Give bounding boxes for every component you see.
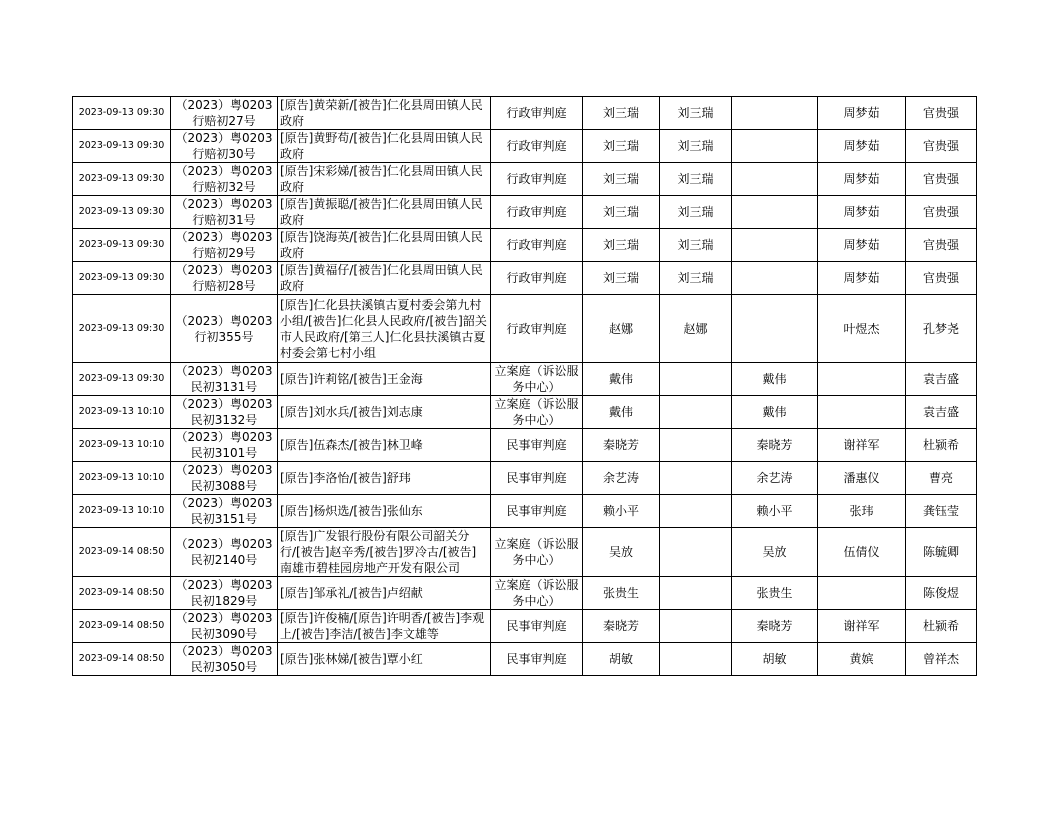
parties-cell: [原告]黄振聪/[被告]仁化县周田镇人民政府 <box>278 196 491 229</box>
clerk-cell: 袁吉盛 <box>906 396 977 429</box>
parties-cell: [原告]杨炽选/[被告]张仙东 <box>278 495 491 528</box>
presiding-judge-cell: 刘三瑞 <box>660 229 732 262</box>
courtroom-cell: 行政审判庭 <box>491 229 583 262</box>
table-row <box>73 610 977 643</box>
case-number-cell: （2023）粤0203行赔初32号 <box>171 163 278 196</box>
hearing-time-cell: 2023-09-13 09:30 <box>73 295 171 363</box>
courtroom-cell: 行政审判庭 <box>491 196 583 229</box>
table-body <box>73 97 977 676</box>
parties-cell: [原告]宋彩娣/[被告]仁化县周田镇人民政府 <box>278 163 491 196</box>
presiding-judge-cell <box>660 577 732 610</box>
table-row <box>73 577 977 610</box>
hearing-time-cell: 2023-09-14 08:50 <box>73 577 171 610</box>
juror-cell <box>818 396 906 429</box>
hearing-time-cell: 2023-09-13 09:30 <box>73 97 171 130</box>
case-number-cell: （2023）粤0203行赔初27号 <box>171 97 278 130</box>
clerk-cell: 官贵强 <box>906 163 977 196</box>
juror-cell: 周梦茹 <box>818 196 906 229</box>
presiding-judge-cell <box>660 363 732 396</box>
judge-cell: 刘三瑞 <box>583 130 660 163</box>
hearing-time-cell: 2023-09-13 09:30 <box>73 196 171 229</box>
case-number-cell: （2023）粤0203民初3131号 <box>171 363 278 396</box>
judge-cell: 赵娜 <box>583 295 660 363</box>
case-number-cell: （2023）粤0203民初3132号 <box>171 396 278 429</box>
clerk-cell: 官贵强 <box>906 130 977 163</box>
table-row <box>73 462 977 495</box>
hearing-time-cell: 2023-09-13 10:10 <box>73 462 171 495</box>
parties-cell: [原告]饶海英/[被告]仁化县周田镇人民政府 <box>278 229 491 262</box>
case-number-cell: （2023）粤0203民初3050号 <box>171 643 278 676</box>
case-number-cell: （2023）粤0203行赔初30号 <box>171 130 278 163</box>
undertaking-judge-cell: 戴伟 <box>732 396 818 429</box>
presiding-judge-cell: 刘三瑞 <box>660 163 732 196</box>
hearing-time-cell: 2023-09-13 09:30 <box>73 130 171 163</box>
table-row <box>73 643 977 676</box>
courtroom-cell: 民事审判庭 <box>491 462 583 495</box>
judge-cell: 秦晓芳 <box>583 610 660 643</box>
table-row <box>73 363 977 396</box>
parties-cell: [原告]伍森杰/[被告]林卫峰 <box>278 429 491 462</box>
hearing-time-cell: 2023-09-14 08:50 <box>73 643 171 676</box>
hearing-schedule-table <box>72 96 977 676</box>
hearing-time-cell: 2023-09-13 10:10 <box>73 396 171 429</box>
presiding-judge-cell <box>660 528 732 577</box>
parties-cell: [原告]李洛怡/[被告]舒玮 <box>278 462 491 495</box>
clerk-cell: 官贵强 <box>906 262 977 295</box>
juror-cell: 谢祥军 <box>818 429 906 462</box>
parties-cell: [原告]许莉铭/[被告]王金海 <box>278 363 491 396</box>
parties-cell: [原告]刘水兵/[被告]刘志康 <box>278 396 491 429</box>
judge-cell: 吴放 <box>583 528 660 577</box>
table-row <box>73 295 977 363</box>
case-number-cell: （2023）粤0203民初3088号 <box>171 462 278 495</box>
juror-cell: 周梦茹 <box>818 163 906 196</box>
hearing-time-cell: 2023-09-13 10:10 <box>73 495 171 528</box>
clerk-cell: 曹亮 <box>906 462 977 495</box>
table-row <box>73 163 977 196</box>
case-number-cell: （2023）粤0203行赔初29号 <box>171 229 278 262</box>
parties-cell: [原告]广发银行股份有限公司韶关分行/[被告]赵辛秀/[被告]罗冷古/[被告]南雄市碧桂园房地产开发有限公司 <box>278 528 491 577</box>
presiding-judge-cell <box>660 495 732 528</box>
undertaking-judge-cell <box>732 97 818 130</box>
juror-cell: 周梦茹 <box>818 97 906 130</box>
undertaking-judge-cell <box>732 196 818 229</box>
clerk-cell: 曾祥杰 <box>906 643 977 676</box>
clerk-cell: 陈俊煜 <box>906 577 977 610</box>
courtroom-cell: 行政审判庭 <box>491 295 583 363</box>
undertaking-judge-cell: 余艺涛 <box>732 462 818 495</box>
juror-cell: 周梦茹 <box>818 262 906 295</box>
table-row <box>73 396 977 429</box>
courtroom-cell: 行政审判庭 <box>491 262 583 295</box>
juror-cell: 张玮 <box>818 495 906 528</box>
table-row <box>73 97 977 130</box>
presiding-judge-cell <box>660 643 732 676</box>
parties-cell: [原告]黄野苟/[被告]仁化县周田镇人民政府 <box>278 130 491 163</box>
parties-cell: [原告]张林娣/[被告]覃小红 <box>278 643 491 676</box>
courtroom-cell: 立案庭（诉讼服务中心） <box>491 577 583 610</box>
juror-cell: 黄嫔 <box>818 643 906 676</box>
presiding-judge-cell: 赵娜 <box>660 295 732 363</box>
undertaking-judge-cell: 秦晓芳 <box>732 429 818 462</box>
judge-cell: 刘三瑞 <box>583 229 660 262</box>
courtroom-cell: 民事审判庭 <box>491 643 583 676</box>
table-row <box>73 495 977 528</box>
case-number-cell: （2023）粤0203民初2140号 <box>171 528 278 577</box>
hearing-time-cell: 2023-09-13 09:30 <box>73 363 171 396</box>
parties-cell: [原告]许俊楠/[原告]许明香/[被告]李观上/[被告]李洁/[被告]李文雄等 <box>278 610 491 643</box>
hearing-time-cell: 2023-09-13 10:10 <box>73 429 171 462</box>
table-row <box>73 130 977 163</box>
hearing-time-cell: 2023-09-13 09:30 <box>73 229 171 262</box>
judge-cell: 刘三瑞 <box>583 163 660 196</box>
presiding-judge-cell <box>660 396 732 429</box>
undertaking-judge-cell <box>732 262 818 295</box>
undertaking-judge-cell <box>732 295 818 363</box>
clerk-cell: 官贵强 <box>906 97 977 130</box>
judge-cell: 赖小平 <box>583 495 660 528</box>
undertaking-judge-cell: 秦晓芳 <box>732 610 818 643</box>
parties-cell: [原告]黄荣新/[被告]仁化县周田镇人民政府 <box>278 97 491 130</box>
case-number-cell: （2023）粤0203行赔初31号 <box>171 196 278 229</box>
juror-cell: 叶煜杰 <box>818 295 906 363</box>
case-number-cell: （2023）粤0203行赔初28号 <box>171 262 278 295</box>
hearing-time-cell: 2023-09-14 08:50 <box>73 610 171 643</box>
judge-cell: 刘三瑞 <box>583 262 660 295</box>
clerk-cell: 杜颍希 <box>906 610 977 643</box>
undertaking-judge-cell: 赖小平 <box>732 495 818 528</box>
judge-cell: 刘三瑞 <box>583 196 660 229</box>
presiding-judge-cell: 刘三瑞 <box>660 262 732 295</box>
table-row <box>73 528 977 577</box>
judge-cell: 胡敏 <box>583 643 660 676</box>
parties-cell: [原告]黄福仔/[被告]仁化县周田镇人民政府 <box>278 262 491 295</box>
juror-cell <box>818 577 906 610</box>
courtroom-cell: 行政审判庭 <box>491 130 583 163</box>
courtroom-cell: 行政审判庭 <box>491 163 583 196</box>
undertaking-judge-cell <box>732 163 818 196</box>
case-number-cell: （2023）粤0203民初3151号 <box>171 495 278 528</box>
table-row <box>73 262 977 295</box>
clerk-cell: 官贵强 <box>906 229 977 262</box>
presiding-judge-cell <box>660 610 732 643</box>
courtroom-cell: 立案庭（诉讼服务中心） <box>491 528 583 577</box>
courtroom-cell: 民事审判庭 <box>491 610 583 643</box>
undertaking-judge-cell: 张贵生 <box>732 577 818 610</box>
juror-cell <box>818 363 906 396</box>
clerk-cell: 孔梦尧 <box>906 295 977 363</box>
presiding-judge-cell: 刘三瑞 <box>660 97 732 130</box>
undertaking-judge-cell: 戴伟 <box>732 363 818 396</box>
case-number-cell: （2023）粤0203民初3090号 <box>171 610 278 643</box>
undertaking-judge-cell: 胡敏 <box>732 643 818 676</box>
parties-cell: [原告]邹承礼/[被告]卢绍献 <box>278 577 491 610</box>
case-number-cell: （2023）粤0203民初3101号 <box>171 429 278 462</box>
juror-cell: 周梦茹 <box>818 229 906 262</box>
juror-cell: 周梦茹 <box>818 130 906 163</box>
courtroom-cell: 立案庭（诉讼服务中心） <box>491 396 583 429</box>
case-number-cell: （2023）粤0203民初1829号 <box>171 577 278 610</box>
table-row <box>73 429 977 462</box>
judge-cell: 刘三瑞 <box>583 97 660 130</box>
undertaking-judge-cell <box>732 229 818 262</box>
parties-cell: [原告]仁化县扶溪镇古夏村委会第九村小组/[被告]仁化县人民政府/[被告]韶关市人民政府/[第三人]仁化县扶溪镇古夏村委会第七村小组 <box>278 295 491 363</box>
juror-cell: 伍倩仪 <box>818 528 906 577</box>
judge-cell: 秦晓芳 <box>583 429 660 462</box>
juror-cell: 谢祥军 <box>818 610 906 643</box>
judge-cell: 余艺涛 <box>583 462 660 495</box>
clerk-cell: 龚钰莹 <box>906 495 977 528</box>
courtroom-cell: 民事审判庭 <box>491 429 583 462</box>
presiding-judge-cell <box>660 429 732 462</box>
clerk-cell: 陈毓卿 <box>906 528 977 577</box>
presiding-judge-cell <box>660 462 732 495</box>
judge-cell: 戴伟 <box>583 396 660 429</box>
table-row <box>73 196 977 229</box>
courtroom-cell: 行政审判庭 <box>491 97 583 130</box>
hearing-time-cell: 2023-09-13 09:30 <box>73 163 171 196</box>
clerk-cell: 杜颍希 <box>906 429 977 462</box>
presiding-judge-cell: 刘三瑞 <box>660 196 732 229</box>
clerk-cell: 袁吉盛 <box>906 363 977 396</box>
presiding-judge-cell: 刘三瑞 <box>660 130 732 163</box>
judge-cell: 戴伟 <box>583 363 660 396</box>
hearing-time-cell: 2023-09-13 09:30 <box>73 262 171 295</box>
juror-cell: 潘惠仪 <box>818 462 906 495</box>
table-row <box>73 229 977 262</box>
courtroom-cell: 民事审判庭 <box>491 495 583 528</box>
clerk-cell: 官贵强 <box>906 196 977 229</box>
judge-cell: 张贵生 <box>583 577 660 610</box>
hearing-time-cell: 2023-09-14 08:50 <box>73 528 171 577</box>
courtroom-cell: 立案庭（诉讼服务中心） <box>491 363 583 396</box>
undertaking-judge-cell: 吴放 <box>732 528 818 577</box>
undertaking-judge-cell <box>732 130 818 163</box>
case-number-cell: （2023）粤0203行初355号 <box>171 295 278 363</box>
